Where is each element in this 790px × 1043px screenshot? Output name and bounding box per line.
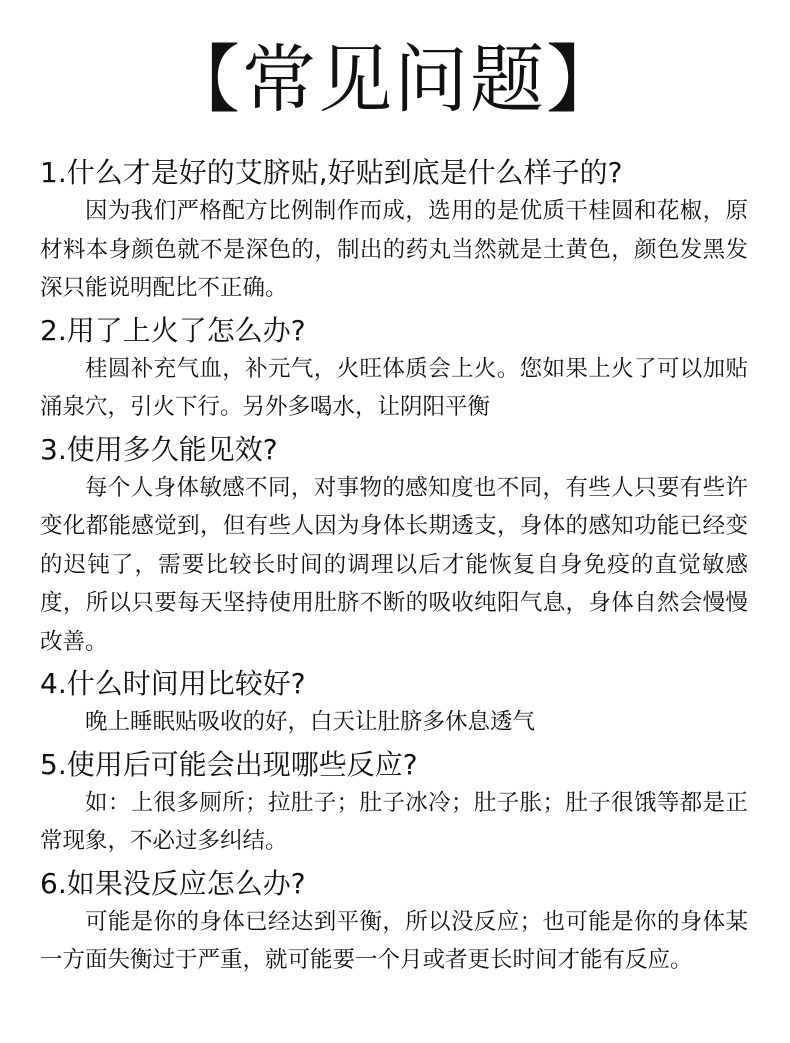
faq-item-6 xyxy=(40,865,748,980)
faq-answer: 桂圆补充气血，补元气，火旺体质会上火。您如果上火了可以加贴涌泉穴，引火下行。另外多喝水，让阴阳平衡 xyxy=(40,355,748,420)
faq-question: 2.用了上火了怎么办? xyxy=(40,313,306,347)
faq-item-1 xyxy=(40,154,748,308)
faq-answer: 可能是你的身体已经达到平衡，所以没反应；也可能是你的身体某一方面失衡过于严重，就可能要一个月或者更长时间才能有反应。 xyxy=(40,908,748,973)
faq-question: 3.使用多久能见效? xyxy=(40,432,278,466)
faq-question: 1.什么才是好的艾脐贴,好贴到底是什么样子的? xyxy=(40,156,623,189)
faq-question: 6.如果没反应怎么办? xyxy=(40,866,306,900)
faq-question: 5.使用后可能会出现哪些反应? xyxy=(40,747,418,781)
page-title: 【常见问题】 xyxy=(166,37,622,123)
faq-item-4 xyxy=(40,665,748,742)
faq-question: 4.什么时间用比较好? xyxy=(40,667,306,700)
faq-answer: 因为我们严格配方比例制作而成，选用的是优质干桂圆和花椒，原材料本身颜色就不是深色的，制出的药丸当然就是土黄色，颜色发黑发深只能说明配比不正确。 xyxy=(40,198,748,301)
faq-answer: 每个人身体敏感不同，对事物的感知度也不同，有些人只要有些许变化都能感觉到，但有些人因为身体长期透支，身体的感知功能已经变的迟钝了，需要比较长时间的调理以后才能恢复自身免疫的直觉敏感度，所以只要每天坚持使用肚脐不断的吸收纯阳气息，身体自然会慢慢改善。 xyxy=(40,474,748,655)
faq-answer: 如：上很多厕所；拉肚子；肚子冰冷；肚子胀；肚子很饿等都是正常现象，不必过多纠结。 xyxy=(40,789,748,854)
faq-item-5 xyxy=(40,746,748,861)
faq-item-2 xyxy=(40,312,748,427)
faq-item-3 xyxy=(40,431,748,662)
faq-answer: 晚上睡眠贴吸收的好，白天让肚脐多休息透气 xyxy=(85,709,536,735)
